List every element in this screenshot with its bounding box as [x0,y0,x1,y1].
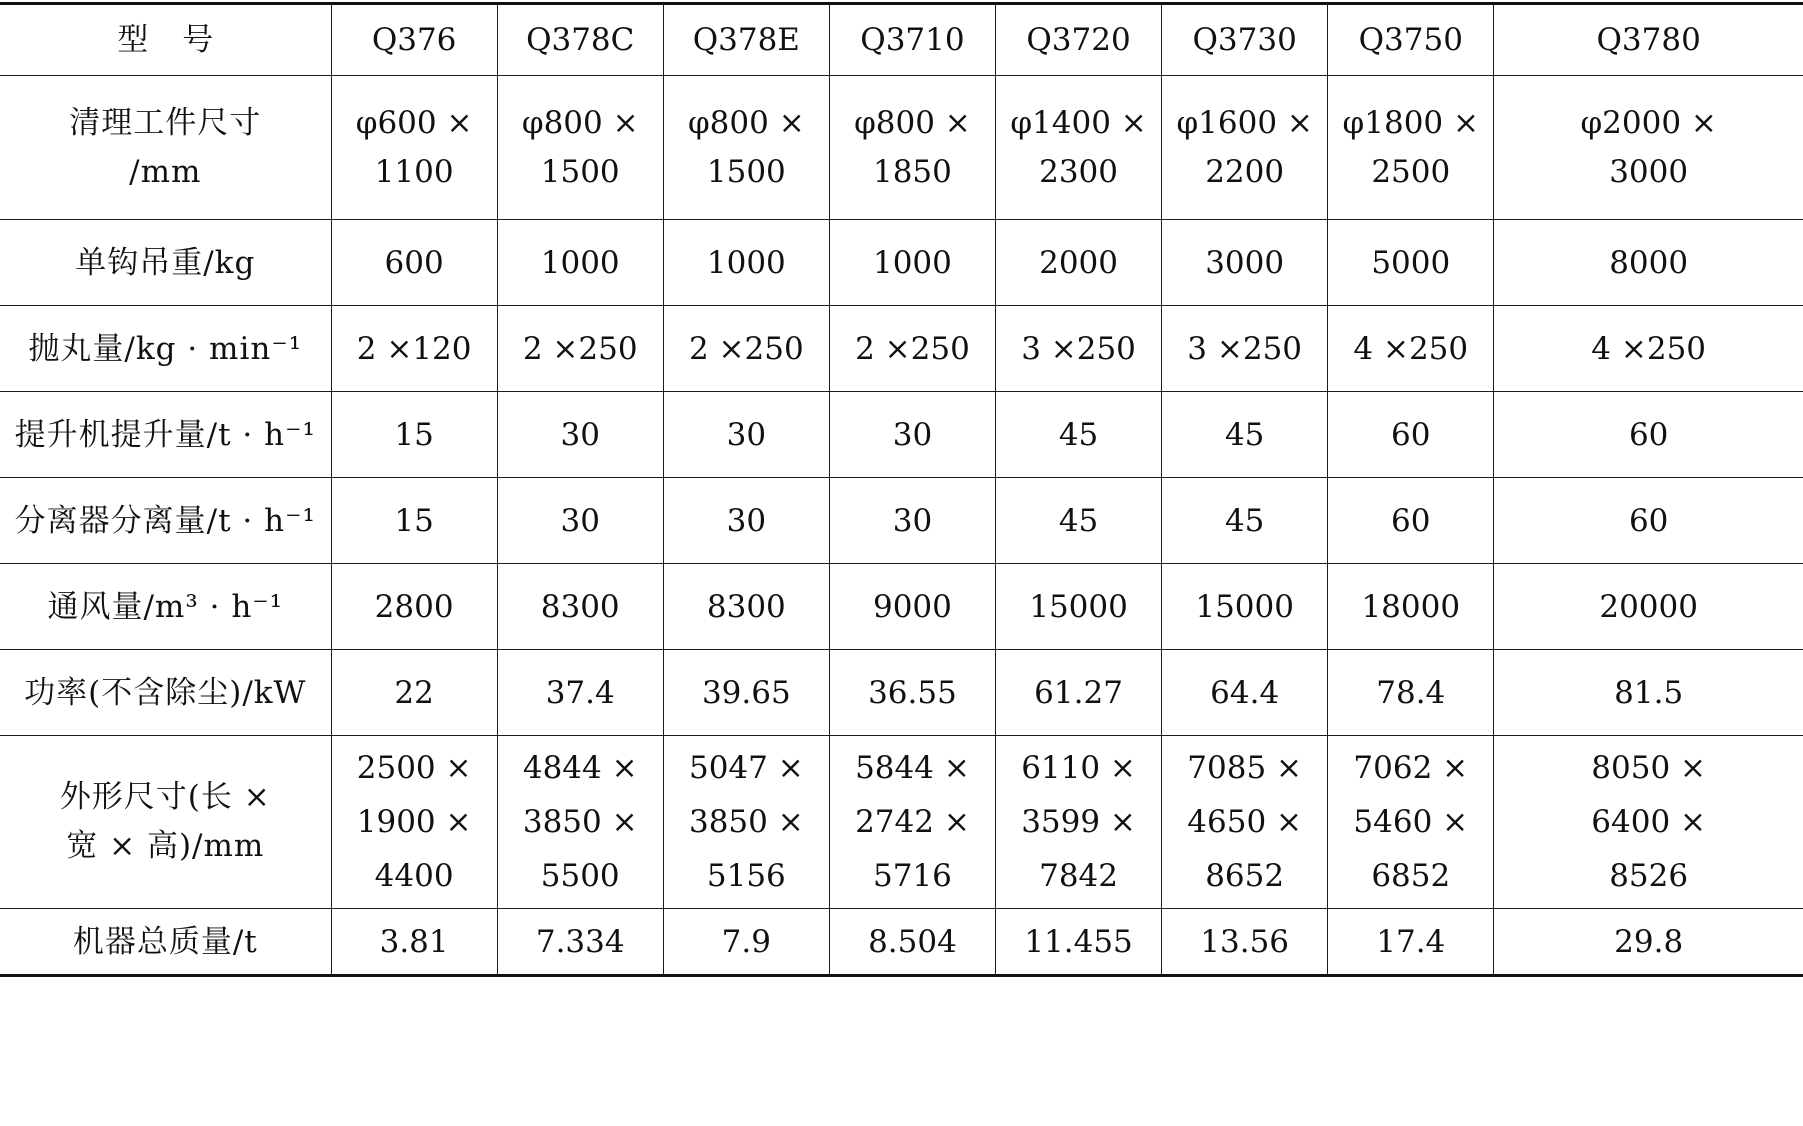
row-label-cell [0,392,331,478]
table-cell [1494,76,1803,220]
table-cell [1328,306,1494,392]
table-cell [497,736,663,909]
row-air-volume [0,564,1803,650]
table-cell [829,220,995,306]
model-name: Q3750 [1358,22,1463,58]
cell-value: 60 [1628,502,1669,539]
table-cell [1494,478,1803,564]
model-name: Q378C [526,22,635,58]
cell-value: 7062 × [1353,750,1469,786]
table-cell [497,76,663,220]
cell-value: 6400 × [1591,804,1707,840]
table-cell [1162,736,1328,909]
row-label: 抛丸量/kg · min⁻¹ [28,330,303,367]
cell-value: 8526 [1609,858,1689,894]
table-cell [829,478,995,564]
cell-value: 3.81 [379,923,449,960]
cell-value: φ600 × [355,104,473,141]
cell-value: 3850 × [688,804,804,840]
cell-value: φ800 × [521,104,639,141]
cell-value: 5000 [1371,244,1451,281]
table-cell [1494,736,1803,909]
header-cell-model [1494,4,1803,76]
table-cell [331,650,497,736]
cell-value: φ1800 × [1342,104,1479,141]
cell-value: 3000 [1609,153,1689,190]
cell-value: 81.5 [1614,674,1684,711]
row-label: 通风量/m³ · h⁻¹ [47,588,284,625]
table-cell [1162,220,1328,306]
table-cell [1162,650,1328,736]
table-cell [1328,220,1494,306]
table-cell [1328,650,1494,736]
header-cell-model [829,4,995,76]
header-cell-model [663,4,829,76]
cell-value: φ1600 × [1176,104,1313,141]
row-label: 清理工件尺寸 [69,104,262,141]
cell-value: 45 [1058,502,1099,539]
table-cell [996,909,1162,976]
table-cell [996,650,1162,736]
cell-value: 30 [892,416,933,453]
cell-value: 2300 [1039,153,1118,190]
cell-value: 2800 [374,588,454,625]
cell-value: 5500 [540,858,620,894]
cell-value: 5716 [872,858,952,894]
row-label: 单钩吊重/kg [75,244,256,281]
table-cell [663,220,829,306]
table-cell [829,392,995,478]
table-cell [663,76,829,220]
table-cell [829,564,995,650]
cell-value: 4 ×250 [1353,330,1469,367]
cell-value: 30 [726,416,767,453]
table-cell [497,392,663,478]
table-cell [1162,306,1328,392]
table-cell [1328,909,1494,976]
table-cell [663,478,829,564]
cell-value: 39.65 [701,674,791,711]
cell-value: 15000 [1195,588,1294,625]
row-label-cell [0,306,331,392]
table-cell [1162,478,1328,564]
header-cell-model [1162,4,1328,76]
cell-value: 20000 [1599,588,1698,625]
row-overall-dimensions [0,736,1803,909]
cell-value: 30 [560,416,600,453]
header-cell-model-label [0,4,331,76]
cell-value: 4650 × [1187,804,1303,840]
table-cell [996,564,1162,650]
header-row [0,4,1803,76]
table-cell [331,76,497,220]
cell-value: φ2000 × [1580,104,1717,141]
cell-value: 2 ×250 [522,330,638,367]
table-cell [331,478,497,564]
cell-value: 7085 × [1187,750,1303,786]
table-cell [1494,220,1803,306]
model-name: Q3710 [860,22,965,58]
cell-value: 5047 × [688,750,804,786]
cell-value: 22 [394,674,434,711]
header-cell-model [497,4,663,76]
cell-value: 1000 [706,244,786,281]
cell-value: 8050 × [1591,750,1707,786]
cell-value: 1900 × [356,804,472,840]
cell-value: 29.8 [1614,923,1684,960]
cell-value: 5460 × [1353,804,1469,840]
table-cell [1328,392,1494,478]
cell-value: 5156 [706,858,786,894]
table-cell [331,392,497,478]
table-cell [663,306,829,392]
cell-value: 7.9 [721,923,771,960]
header-cell-model [1328,4,1494,76]
row-label: 机器总质量/t [72,923,258,960]
table-cell [996,736,1162,909]
table-cell [996,76,1162,220]
cell-value: 2500 [1371,153,1451,190]
table-cell [497,478,663,564]
spec-table [0,2,1803,977]
cell-value: 1500 [540,153,620,190]
row-label-cell [0,650,331,736]
cell-value: 600 [384,244,444,281]
table-cell [331,306,497,392]
table-cell [663,392,829,478]
cell-value: 4400 [374,858,454,894]
table-cell [663,650,829,736]
row-label: 外形尺寸(长 × [59,779,271,815]
cell-value: 9000 [872,588,952,625]
cell-value: 2200 [1205,153,1285,190]
cell-value: 2500 × [356,750,472,786]
table-cell [331,220,497,306]
row-label-cell [0,909,331,976]
table-cell [497,909,663,976]
cell-value: φ800 × [854,104,971,141]
table-cell [1328,564,1494,650]
table-cell [1494,564,1803,650]
cell-value: 1850 [872,153,952,190]
row-power [0,650,1803,736]
cell-value: 13.56 [1200,923,1290,960]
cell-value: 78.4 [1376,674,1446,711]
cell-value: 17.4 [1376,923,1446,960]
row-label: 分离器分离量/t · h⁻¹ [14,502,316,539]
table-cell [1494,909,1803,976]
table-cell [497,650,663,736]
row-label: 宽 × 高)/mm [66,828,265,864]
cell-value: 18000 [1361,588,1461,625]
cell-value: 60 [1391,502,1431,539]
header-cell-model [331,4,497,76]
cell-value: 8652 [1205,858,1285,894]
row-elevator-capacity [0,392,1803,478]
table-cell [829,306,995,392]
table-cell [663,564,829,650]
cell-value: 45 [1224,502,1265,539]
table-cell [996,306,1162,392]
table-cell [829,909,995,976]
row-label-cell [0,478,331,564]
cell-value: 5844 × [855,750,970,786]
cell-value: 45 [1058,416,1099,453]
cell-value: 36.55 [868,674,957,711]
row-total-mass [0,909,1803,976]
table-cell [829,736,995,909]
table-cell [1494,650,1803,736]
table-cell [996,478,1162,564]
cell-value: 8300 [540,588,620,625]
cell-value: 15 [394,502,434,539]
cell-value: 2000 [1039,244,1118,281]
row-label-cell [0,76,331,220]
cell-value: 15000 [1029,588,1128,625]
cell-value: 1000 [872,244,952,281]
cell-value: 30 [560,502,600,539]
table-cell [497,564,663,650]
cell-value: 8300 [706,588,786,625]
cell-value: φ800 × [687,104,805,141]
table-cell [1328,478,1494,564]
cell-value: φ1400 × [1010,104,1147,141]
row-label-cell [0,564,331,650]
cell-value: 64.4 [1210,674,1280,711]
row-label-cell [0,220,331,306]
model-name: Q3730 [1192,22,1297,58]
table-cell [663,736,829,909]
row-separator-capacity [0,478,1803,564]
cell-value: 2 ×250 [688,330,804,367]
cell-value: 15 [394,416,434,453]
cell-value: 3 ×250 [1021,330,1136,367]
model-label: 型号 [117,22,248,58]
cell-value: 45 [1224,416,1265,453]
table-cell [829,76,995,220]
model-name: Q376 [371,22,457,58]
table-cell [331,909,497,976]
row-label-cell [0,736,331,909]
cell-value: 60 [1391,416,1431,453]
row-shot-rate [0,306,1803,392]
cell-value: 2 ×120 [356,330,472,367]
cell-value: 1100 [374,153,454,190]
cell-value: 3850 × [522,804,638,840]
cell-value: 7842 [1039,858,1118,894]
table-cell [829,650,995,736]
cell-value: 3599 × [1021,804,1136,840]
table-cell [1328,736,1494,909]
row-label: /mm [129,153,202,190]
table-cell [331,564,497,650]
table-cell [1162,76,1328,220]
table-cell [1494,306,1803,392]
cell-value: 4844 × [522,750,638,786]
cell-value: 6852 [1371,858,1451,894]
row-label: 功率(不含除尘)/kW [24,674,307,711]
table-cell [996,392,1162,478]
cell-value: 8000 [1609,244,1689,281]
table-cell [1162,392,1328,478]
cell-value: 6110 × [1021,750,1136,786]
cell-value: 4 ×250 [1591,330,1707,367]
table-cell [497,220,663,306]
table-cell [996,220,1162,306]
cell-value: 3 ×250 [1187,330,1303,367]
cell-value: 30 [892,502,933,539]
cell-value: 2742 × [855,804,970,840]
cell-value: 60 [1628,416,1669,453]
table-cell [1162,564,1328,650]
row-label: 提升机提升量/t · h⁻¹ [14,416,316,453]
cell-value: 30 [726,502,767,539]
table-cell [663,909,829,976]
cell-value: 61.27 [1034,674,1123,711]
model-name: Q3720 [1026,22,1131,58]
cell-value: 11.455 [1024,923,1133,960]
table-cell [1162,909,1328,976]
table-body [0,4,1803,976]
header-cell-model [996,4,1162,76]
table-cell [1494,392,1803,478]
cell-value: 3000 [1205,244,1285,281]
cell-value: 7.334 [535,923,625,960]
cell-value: 8.504 [868,923,957,960]
row-hook-load [0,220,1803,306]
table-cell [331,736,497,909]
table-cell [1328,76,1494,220]
row-workpiece-size [0,76,1803,220]
cell-value: 1500 [706,153,786,190]
model-name: Q378E [692,22,800,58]
cell-value: 2 ×250 [855,330,970,367]
cell-value: 37.4 [545,674,615,711]
cell-value: 1000 [540,244,620,281]
model-name: Q3780 [1596,22,1701,58]
table-cell [497,306,663,392]
